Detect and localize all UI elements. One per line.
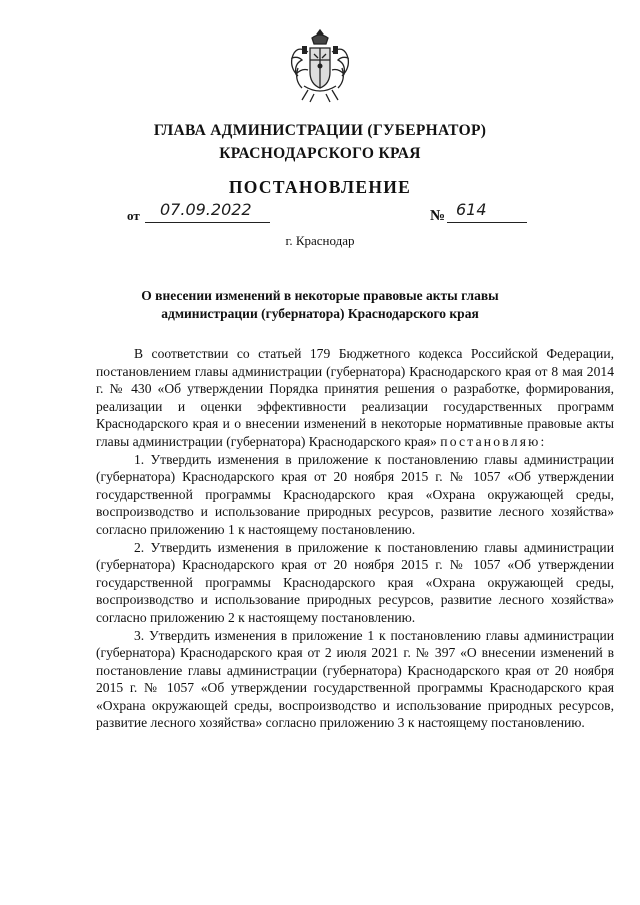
document-body xyxy=(96,345,614,732)
item-2-paragraph: 2. Утвердить изменения в приложение к постановлению главы администрации (губернатора) Краснодарского края от 20 ноября 2015 г. № 1057 «Об утверждении государственной программы Краснодарского края «Охрана окружающей среды, воспроизводство и использование природных ресурсов, развитие лесного хозяйства» согласно приложению 2 к настоящему постановлению. xyxy=(96,539,614,625)
subject-line1: О внесении изменений в некоторые правовые акты главы xyxy=(141,288,499,303)
subject-line2: администрации (губернатора) Краснодарского края xyxy=(161,306,479,321)
number-value: 614 xyxy=(456,200,487,219)
city-label: г. Краснодар xyxy=(285,233,355,248)
document-type-title: ПОСТАНОВЛЕНИЕ xyxy=(228,177,412,197)
date-underline xyxy=(145,222,270,223)
intro-paragraph xyxy=(96,345,614,451)
intro-text: В соответствии со статьей 179 Бюджетного кодекса Российской Федерации, постановлением главы администрации (губернатора) Краснодарского края от 8 мая 2014 г. № 430 «Об утверждении Порядка принятия решения о разработке, формирования, реализации и оценки эффективности реализации государственных программ Краснодарского края и о внесении изменений в некоторые нормативные правовые акты главы администрации (губернатора) Краснодарского края» xyxy=(96,346,614,449)
item-3-paragraph: 3. Утвердить изменения в приложение 1 к постановлению главы администрации (губернатора) Краснодарского края от 2 июля 2021 г. № 397 «О внесении изменений в постановление главы администрации (губернатора) Краснодарского края от 20 ноября 2015 г. № 1057 «Об утверждении государственной программы Краснодарского края «Охрана окружающей среды, воспроизводство и использование природных ресурсов, развитие лесного хозяйства» согласно приложению 3 к настоящему постановлению. xyxy=(96,627,614,731)
number-prefix: № xyxy=(430,208,446,224)
item-1-paragraph: 1. Утвердить изменения в приложение к постановлению главы администрации (губернатора) Краснодарского края от 20 ноября 2015 г. № 1057 «Об утверждении государственной программы Краснодарского края «Охрана окружающей среды, воспроизводство и использование природных ресурсов, развитие лесного хозяйства» согласно приложению 1 к настоящему постановлению. xyxy=(96,451,614,537)
decree-word: постановляю: xyxy=(440,433,547,449)
date-value: 07.09.2022 xyxy=(160,200,252,219)
authority-title-line1: ГЛАВА АДМИНИСТРАЦИИ (ГУБЕРНАТОР) xyxy=(153,122,487,139)
authority-title-line2: КРАСНОДАРСКОГО КРАЯ xyxy=(219,145,421,162)
number-underline xyxy=(447,222,527,223)
date-prefix: от xyxy=(127,208,140,223)
coat-of-arms-emblem xyxy=(288,28,352,104)
